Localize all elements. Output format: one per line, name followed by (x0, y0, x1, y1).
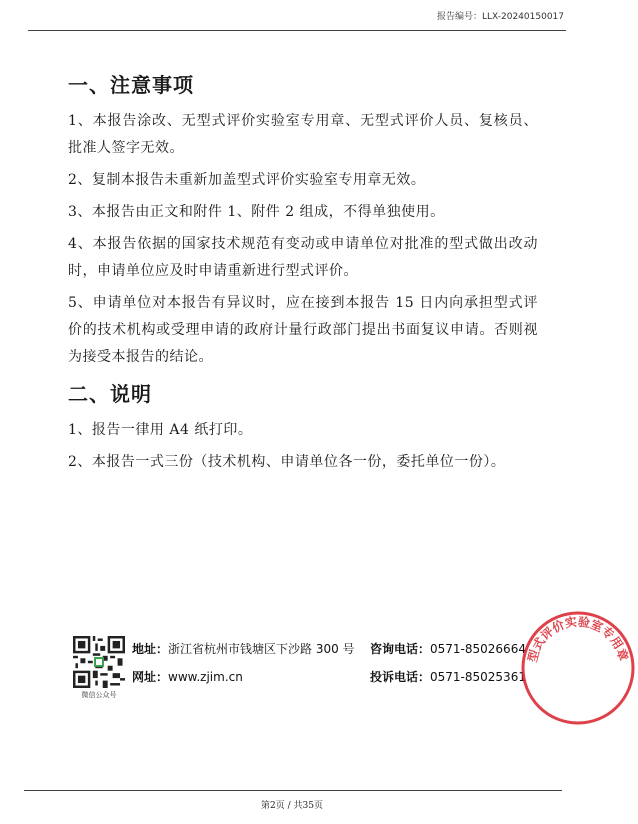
qr-caption: 微信公众号 (81, 691, 117, 699)
laboratory-seal-stamp (518, 608, 638, 728)
contact-website (132, 668, 243, 685)
address-value: 浙江省杭州市钱塘区下沙路 300 号 (168, 642, 355, 656)
note-item-3: 3、本报告由正文和附件 1、附件 2 组成，不得单独使用。 (68, 204, 445, 220)
svg-text:型式评价实验室专用章 (524, 614, 631, 664)
footer-divider (24, 790, 562, 791)
contact-hotline (370, 640, 526, 657)
page-number: 第2页 / 共35页 (261, 801, 323, 811)
contact-complaint (370, 668, 526, 685)
seal-text: 型式评价实验室专用章 (525, 614, 631, 664)
note-item-2: 2、复制本报告未重新加盖型式评价实验室专用章无效。 (68, 172, 426, 188)
hotline-value: 0571-85026664 (430, 642, 526, 656)
hotline-label: 咨询电话： (370, 642, 431, 656)
note-item-1: 1、本报告涂改、无型式评价实验室专用章、无型式评价人员、复核员、批准人签字无效。 (68, 113, 538, 156)
explanation-item-2: 2、本报告一式三份（技术机构、申请单位各一份，委托单位一份）。 (68, 454, 506, 470)
contact-address (132, 640, 355, 657)
section-title-explanation: 二、说明 (68, 382, 152, 406)
note-item-4: 4、本报告依据的国家技术规范有变动或申请单位对批准的型式做出改动时，申请单位应及时申请重新进行型式评价。 (68, 236, 538, 279)
explanation-item-1: 1、报告一律用 A4 纸打印。 (68, 422, 253, 438)
website-value: www.zjim.cn (168, 670, 243, 684)
complaint-value: 0571-85025361 (430, 670, 526, 684)
website-label: 网址： (132, 670, 169, 684)
section-title-notes: 一、注意事项 (68, 73, 194, 97)
note-item-5: 5、申请单位对本报告有异议时，应在接到本报告 15 日内向承担型式评价的技术机构或受理申请的政府计量行政部门提出书面复议申请。否则视为接受本报告的结论。 (68, 295, 538, 365)
report-number: 报告编号：LLX-20240150017 (437, 12, 564, 22)
address-label: 地址： (132, 642, 169, 656)
header-divider (28, 30, 566, 31)
report-content (68, 72, 538, 481)
complaint-label: 投诉电话： (370, 670, 431, 684)
wechat-qr-code-icon (73, 636, 125, 688)
